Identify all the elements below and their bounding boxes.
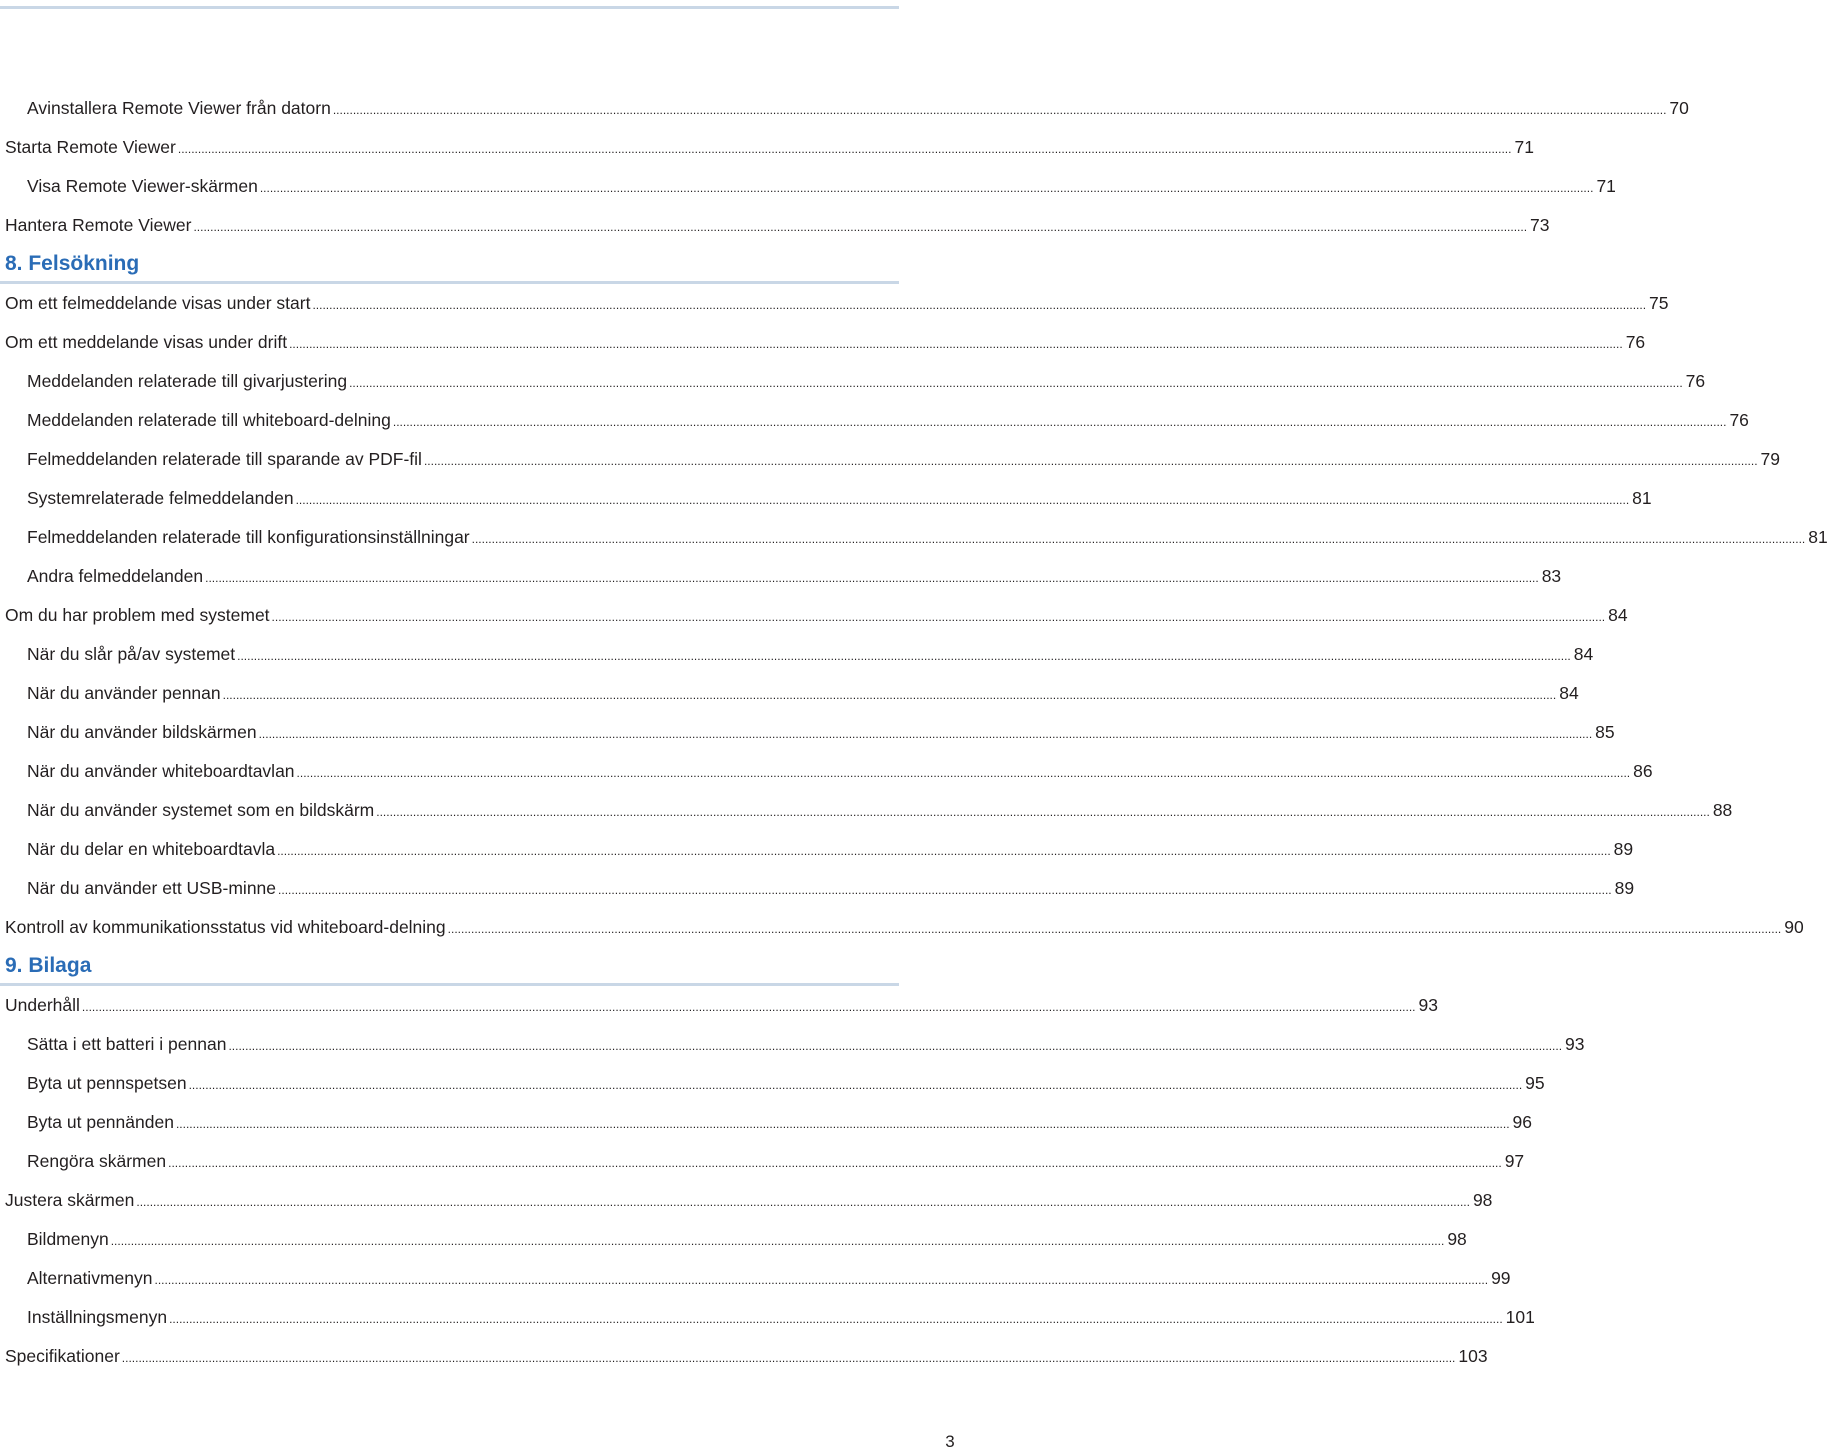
dot-leader: ................................................................................................................................................................................................................................................................................................................................................................................................................ bbox=[423, 454, 1758, 468]
toc-entry[interactable] bbox=[0, 713, 1615, 752]
dot-leader: ................................................................................................................................................................................................................................................................................................................................................................................................................ bbox=[278, 883, 1612, 897]
dot-leader: ................................................................................................................................................................................................................................................................................................................................................................................................................ bbox=[169, 1312, 1503, 1326]
dot-leader: ................................................................................................................................................................................................................................................................................................................................................................................................................ bbox=[136, 1195, 1470, 1209]
dot-leader: ................................................................................................................................................................................................................................................................................................................................................................................................................ bbox=[376, 805, 1710, 819]
dot-leader: ................................................................................................................................................................................................................................................................................................................................................................................................................ bbox=[392, 415, 1727, 429]
toc-entry-title: Om ett meddelande visas under drift bbox=[5, 332, 288, 352]
toc-entry-page: 93 bbox=[1418, 995, 1438, 1015]
toc-entry[interactable] bbox=[0, 1103, 1532, 1142]
dot-leader: ................................................................................................................................................................................................................................................................................................................................................................................................................ bbox=[277, 844, 1611, 858]
toc-entry[interactable] bbox=[0, 1259, 1511, 1298]
toc-entry[interactable] bbox=[0, 830, 1634, 869]
dot-leader: ................................................................................................................................................................................................................................................................................................................................................................................................................ bbox=[222, 688, 1557, 702]
dot-leader: ................................................................................................................................................................................................................................................................................................................................................................................................................ bbox=[332, 103, 1667, 117]
toc-entry[interactable] bbox=[0, 518, 1828, 557]
toc-entry-title: Alternativmenyn bbox=[27, 1268, 153, 1288]
toc-entry[interactable] bbox=[0, 1142, 1525, 1181]
dot-leader: ................................................................................................................................................................................................................................................................................................................................................................................................................ bbox=[447, 922, 1782, 936]
dot-leader: ................................................................................................................................................................................................................................................................................................................................................................................................................ bbox=[296, 766, 1631, 780]
toc-entry-title: Andra felmeddelanden bbox=[27, 566, 204, 586]
dot-leader: ................................................................................................................................................................................................................................................................................................................................................................................................................ bbox=[175, 1117, 1510, 1131]
toc-entry[interactable] bbox=[0, 1064, 1545, 1103]
dot-leader: ................................................................................................................................................................................................................................................................................................................................................................................................................ bbox=[168, 1156, 1502, 1170]
toc-entry-page: 84 bbox=[1559, 683, 1579, 703]
dot-leader: ................................................................................................................................................................................................................................................................................................................................................................................................................ bbox=[237, 649, 1571, 663]
toc-entry-page: 90 bbox=[1784, 917, 1804, 937]
toc-entry[interactable] bbox=[0, 557, 1562, 596]
toc-entry-page: 83 bbox=[1541, 566, 1562, 586]
toc-entry[interactable] bbox=[0, 128, 1534, 167]
table-of-contents bbox=[0, 89, 1828, 1376]
toc-entry-page: 88 bbox=[1712, 800, 1733, 820]
toc-entry[interactable] bbox=[0, 284, 1669, 323]
toc-entry[interactable] bbox=[0, 206, 1550, 245]
toc-entry-title: Meddelanden relaterade till givarjustering bbox=[27, 371, 348, 391]
toc-entry-page: 101 bbox=[1505, 1307, 1535, 1327]
toc-entry[interactable] bbox=[0, 791, 1733, 830]
dot-leader: ................................................................................................................................................................................................................................................................................................................................................................................................................ bbox=[289, 337, 1623, 351]
chapter-heading[interactable]: 8. Felsökning bbox=[0, 245, 899, 284]
toc-entry[interactable] bbox=[0, 635, 1594, 674]
dot-leader: ................................................................................................................................................................................................................................................................................................................................................................................................................ bbox=[259, 181, 1594, 195]
toc-entry-page: 76 bbox=[1729, 410, 1749, 430]
toc-entry-page: 79 bbox=[1760, 449, 1780, 469]
toc-entry-page: 71 bbox=[1514, 137, 1534, 157]
toc-entry-title: Sätta i ett batteri i pennan bbox=[27, 1034, 227, 1054]
toc-entry[interactable] bbox=[0, 1220, 1467, 1259]
toc-entry-title: Rengöra skärmen bbox=[27, 1151, 167, 1171]
dot-leader: ................................................................................................................................................................................................................................................................................................................................................................................................................ bbox=[228, 1039, 1563, 1053]
dot-leader: ................................................................................................................................................................................................................................................................................................................................................................................................................ bbox=[295, 493, 1630, 507]
dot-leader: ................................................................................................................................................................................................................................................................................................................................................................................................................ bbox=[110, 1234, 1445, 1248]
toc-entry-page: 81 bbox=[1632, 488, 1652, 508]
toc-entry-page: 76 bbox=[1625, 332, 1646, 352]
toc-entry-page: 93 bbox=[1565, 1034, 1585, 1054]
toc-entry[interactable] bbox=[0, 401, 1749, 440]
toc-entry-title: Visa Remote Viewer-skärmen bbox=[27, 176, 258, 196]
toc-entry[interactable] bbox=[0, 674, 1579, 713]
toc-entry-title: Byta ut pennspetsen bbox=[27, 1073, 187, 1093]
dot-leader: ................................................................................................................................................................................................................................................................................................................................................................................................................ bbox=[193, 220, 1528, 234]
dot-leader: ................................................................................................................................................................................................................................................................................................................................................................................................................ bbox=[188, 1078, 1523, 1092]
toc-entry-page: 84 bbox=[1573, 644, 1594, 664]
toc-entry-page: 81 bbox=[1808, 527, 1828, 547]
toc-entry-page: 73 bbox=[1530, 215, 1550, 235]
toc-entry-page: 96 bbox=[1512, 1112, 1532, 1132]
toc-entry-page: 103 bbox=[1458, 1346, 1488, 1366]
toc-entry-page: 84 bbox=[1608, 605, 1628, 625]
dot-leader: ................................................................................................................................................................................................................................................................................................................................................................................................................ bbox=[312, 298, 1647, 312]
toc-entry[interactable] bbox=[0, 89, 1689, 128]
top-rule bbox=[0, 6, 899, 9]
toc-entry[interactable] bbox=[0, 596, 1628, 635]
chapter-heading[interactable]: 9. Bilaga bbox=[0, 947, 899, 986]
toc-entry-title: När du använder whiteboardtavlan bbox=[27, 761, 295, 781]
toc-entry-title: Specifikationer bbox=[5, 1346, 120, 1366]
dot-leader: ................................................................................................................................................................................................................................................................................................................................................................................................................ bbox=[258, 727, 1593, 741]
toc-entry[interactable] bbox=[0, 908, 1804, 947]
dot-leader: ................................................................................................................................................................................................................................................................................................................................................................................................................ bbox=[177, 142, 1512, 156]
toc-entry[interactable] bbox=[0, 440, 1780, 479]
toc-entry-title: Starta Remote Viewer bbox=[5, 137, 176, 157]
toc-entry-title: Systemrelaterade felmeddelanden bbox=[27, 488, 294, 508]
toc-entry-page: 75 bbox=[1649, 293, 1669, 313]
toc-entry-page: 98 bbox=[1447, 1229, 1467, 1249]
toc-entry-page: 97 bbox=[1504, 1151, 1525, 1171]
dot-leader: ................................................................................................................................................................................................................................................................................................................................................................................................................ bbox=[121, 1351, 1456, 1365]
toc-entry-title: Inställningsmenyn bbox=[27, 1307, 168, 1327]
toc-entry[interactable] bbox=[0, 323, 1646, 362]
toc-entry-page: 85 bbox=[1595, 722, 1615, 742]
dot-leader: ................................................................................................................................................................................................................................................................................................................................................................................................................ bbox=[349, 376, 1683, 390]
toc-entry-title: Justera skärmen bbox=[5, 1190, 135, 1210]
dot-leader: ................................................................................................................................................................................................................................................................................................................................................................................................................ bbox=[471, 532, 1806, 546]
toc-entry-title: Felmeddelanden relaterade till sparande av PDF-fil bbox=[27, 449, 422, 469]
toc-entry-title: När du använder systemet som en bildskärm bbox=[27, 800, 375, 820]
toc-entry-title: När du använder pennan bbox=[27, 683, 221, 703]
dot-leader: ................................................................................................................................................................................................................................................................................................................................................................................................................ bbox=[154, 1273, 1489, 1287]
toc-entry-title: Om du har problem med systemet bbox=[5, 605, 270, 625]
toc-entry[interactable] bbox=[0, 479, 1652, 518]
toc-entry[interactable] bbox=[0, 986, 1438, 1025]
toc-entry[interactable] bbox=[0, 1025, 1585, 1064]
toc-entry-title: Avinstallera Remote Viewer från datorn bbox=[27, 98, 331, 118]
toc-entry-title: Kontroll av kommunikationsstatus vid whiteboard-delning bbox=[5, 917, 446, 937]
toc-entry-title: Byta ut pennänden bbox=[27, 1112, 174, 1132]
page-number: 3 bbox=[945, 1432, 955, 1451]
toc-entry[interactable] bbox=[0, 869, 1635, 908]
toc-entry-page: 89 bbox=[1613, 839, 1634, 859]
toc-entry[interactable] bbox=[0, 1181, 1493, 1220]
toc-entry-title: När du använder bildskärmen bbox=[27, 722, 257, 742]
toc-entry-title: Meddelanden relaterade till whiteboard-delning bbox=[27, 410, 391, 430]
toc-entry-page: 86 bbox=[1633, 761, 1653, 781]
toc-entry-page: 99 bbox=[1491, 1268, 1511, 1288]
toc-entry[interactable] bbox=[0, 167, 1616, 206]
toc-entry-title: Bildmenyn bbox=[27, 1229, 109, 1249]
toc-entry-title: När du delar en whiteboardtavla bbox=[27, 839, 276, 859]
toc-entry-title: Om ett felmeddelande visas under start bbox=[5, 293, 311, 313]
dot-leader: ................................................................................................................................................................................................................................................................................................................................................................................................................ bbox=[271, 610, 1606, 624]
toc-entry-title: När du slår på/av systemet bbox=[27, 644, 236, 664]
toc-entry-title: Hantera Remote Viewer bbox=[5, 215, 192, 235]
toc-entry-title: Underhåll bbox=[5, 995, 80, 1015]
toc-entry-title: När du använder ett USB-minne bbox=[27, 878, 277, 898]
toc-entry-title: Felmeddelanden relaterade till konfigurationsinställningar bbox=[27, 527, 470, 547]
toc-entry[interactable] bbox=[0, 1337, 1488, 1376]
toc-entry-page: 89 bbox=[1614, 878, 1635, 898]
toc-entry-page: 71 bbox=[1596, 176, 1616, 196]
toc-entry-page: 70 bbox=[1669, 98, 1689, 118]
dot-leader: ................................................................................................................................................................................................................................................................................................................................................................................................................ bbox=[81, 1000, 1416, 1014]
toc-entry[interactable] bbox=[0, 752, 1653, 791]
toc-entry[interactable] bbox=[0, 362, 1706, 401]
toc-entry-page: 95 bbox=[1525, 1073, 1545, 1093]
toc-entry[interactable] bbox=[0, 1298, 1535, 1337]
toc-entry-page: 76 bbox=[1685, 371, 1706, 391]
toc-entry-page: 98 bbox=[1472, 1190, 1493, 1210]
dot-leader: ................................................................................................................................................................................................................................................................................................................................................................................................................ bbox=[205, 571, 1539, 585]
